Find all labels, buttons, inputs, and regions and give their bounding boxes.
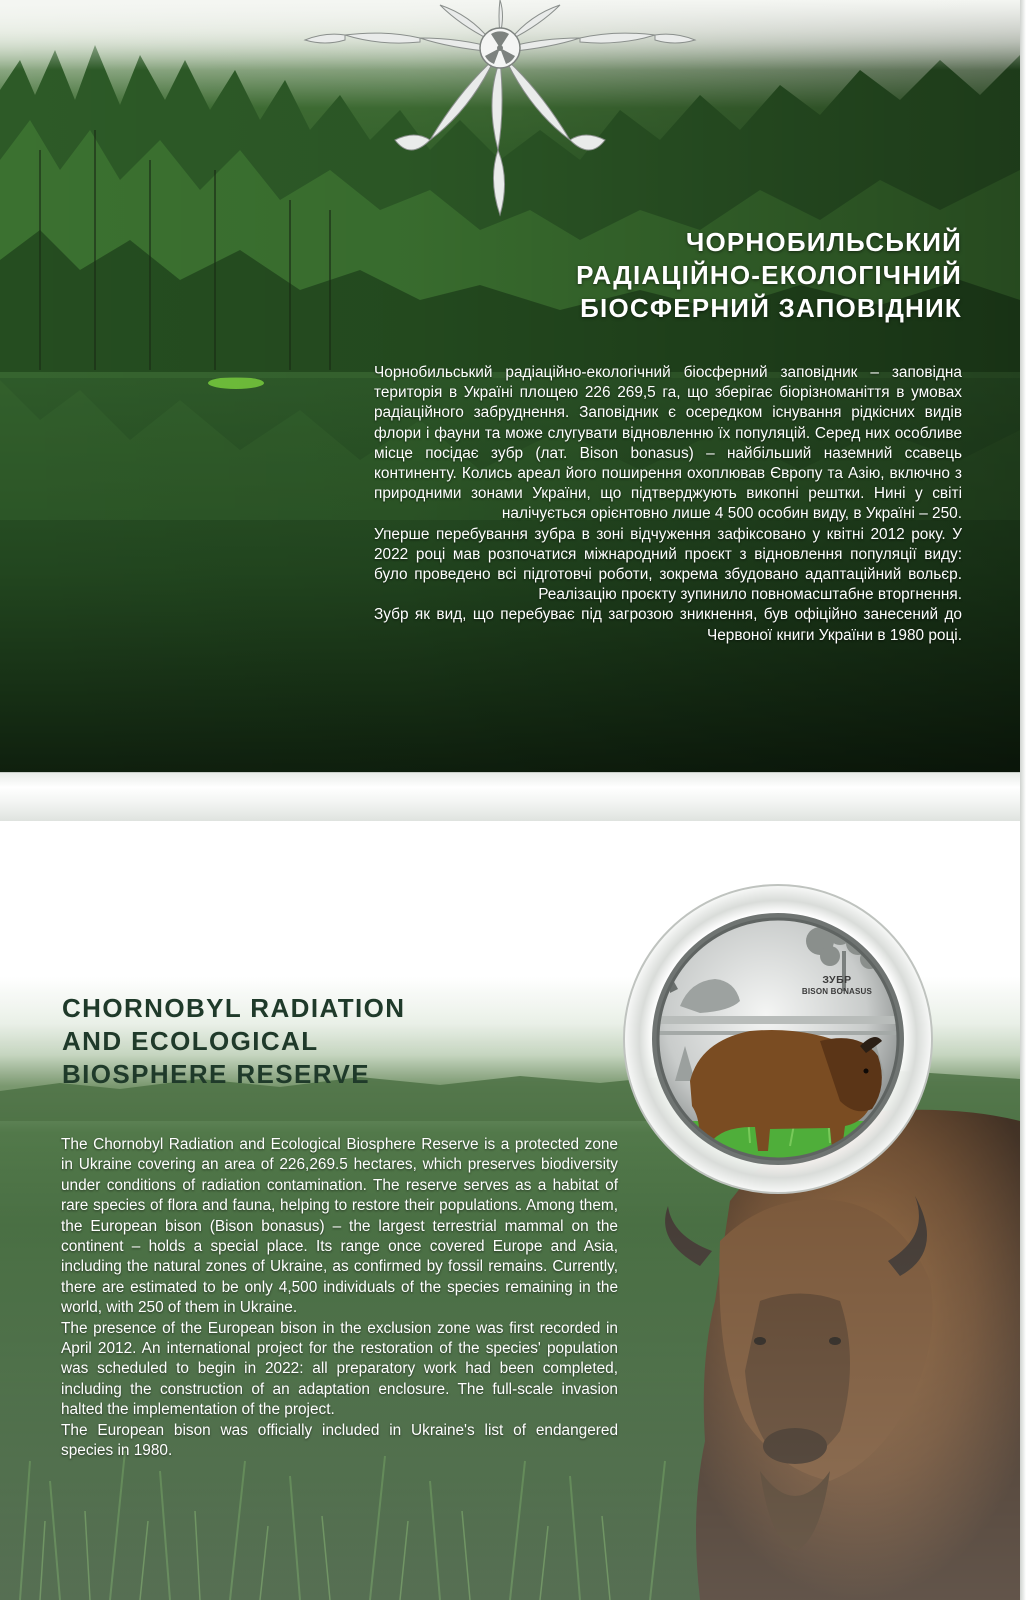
top-panel-ukrainian [0,0,1020,772]
commemorative-coin [620,881,936,1197]
english-title-line-3: BIOSPHERE RESERVE [62,1059,370,1089]
ukrainian-title [402,226,962,325]
ukrainian-paragraph-3: Зубр як вид, що перебуває під загрозою зникнення, був офіційно занесений до Червоної книги України в 1980 році. [374,606,962,644]
english-paragraph-1: The Chornobyl Radiation and Ecological Biosphere Reserve is a protected zone in Ukraine covering an area of 226,269.5 hectares, which preserves biodiversity under conditions of radiation contamination. The reserve serves as a habitat of rare species of flora and fauna, helping to restore their populations. Among them, the European bison (Bison bonasus) – the largest terrestrial mammal on the continent – holds a special place. Its range once covered Europe and Asia, including the natural zones of Ukraine, as confirmed by fossil remains. Currently, there are estimated to be only 4,500 individuals of the species remaining in the world, with 250 of them in Ukraine. [61,1136,618,1317]
english-description [61,1135,618,1462]
ukrainian-description [374,363,962,646]
ukrainian-title-line-2: РАДІАЦІЙНО-ЕКОЛОГІЧНИЙ [576,260,962,290]
ukrainian-title-line-3: БІОСФЕРНИЙ ЗАПОВІДНИК [580,293,962,323]
ukrainian-paragraph-1: Чорнобильський радіаційно-екологічний біосферний заповідник – заповідна територія в Україні площею 226 269,5 га, що зберігає біорізноманіття в умовах радіаційного забруднення. Заповідник є осередком існування рідкісних видів флори і фауни та може слугувати відновленню їх популяцій. Серед них особливе місце посідає зубр (лат. Bison bonasus) – найбільший наземний ссавець континенту. Колись ареал його поширення охоплював Європу та Азію, включно з природними зонами України, що підтверджують викопні рештки. Нині у світі налічується орієнтовно лише 4 500 особин виду, в Україні – 250. [374,364,962,523]
coin-image [620,881,936,1197]
english-title-line-1: CHORNOBYL RADIATION [62,993,406,1023]
coin-label-zubr: ЗУБР [822,974,852,986]
english-title [62,992,482,1091]
coin-label-bison-bonasus: BISON BONASUS [801,987,873,996]
ukrainian-paragraph-2: Уперше перебування зубра в зоні відчуження зафіксовано у квітні 2012 року. У 2022 році мав розпочатися міжнародний проєкт з відновлення популяції виду: було проведено всі підготовчі роботи, зокрема збудовано адаптаційний вольєр. Реалізацію проєкту зупинило повномасштабне вторгнення. [374,525,962,604]
page-edge [1020,0,1026,1600]
english-title-line-2: AND ECOLOGICAL [62,1026,319,1056]
english-paragraph-2: The presence of the European bison in the exclusion zone was first recorded in April 2012. An international project for the restoration of the species' population was scheduled to begin in 2022: all preparatory work had been completed, including the construction of an adaptation enclosure. The full-scale invasion halted the implementation of the project. [61,1319,618,1419]
english-paragraph-3: The European bison was officially included in Ukraine's list of endangered species in 1980. [61,1421,618,1460]
radiation-star-emblem-icon [300,0,700,240]
ukrainian-title-line-1: ЧОРНОБИЛЬСЬКИЙ [685,227,962,257]
bottom-panel-english [0,821,1020,1600]
fold-divider [0,772,1020,822]
